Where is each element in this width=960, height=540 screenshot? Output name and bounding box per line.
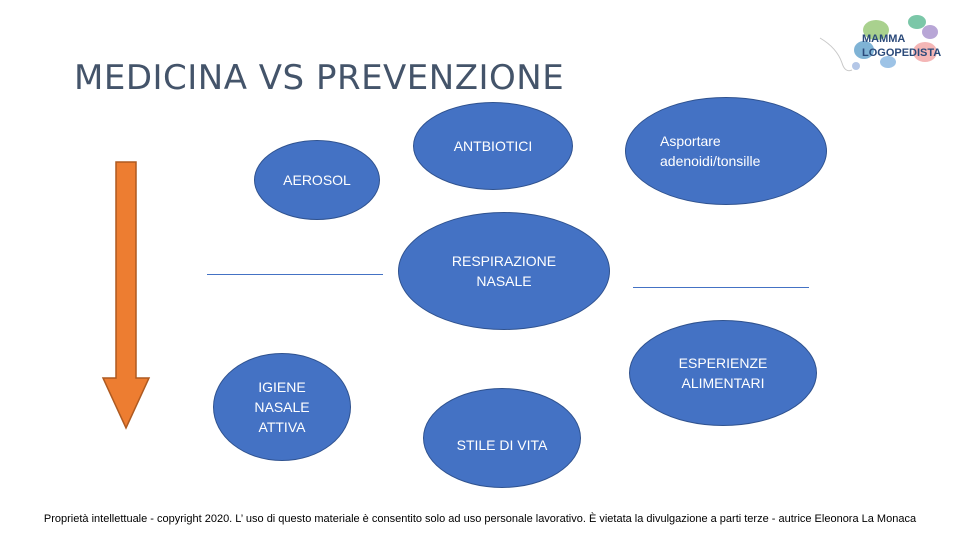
logo-dot-small (852, 62, 860, 70)
node-aerosol (254, 140, 380, 220)
node-stile-label: STILE DI VITA (456, 436, 548, 453)
node-stile (423, 388, 581, 488)
logo (812, 8, 952, 78)
divider-left (207, 274, 383, 275)
node-antibiotici (413, 102, 573, 190)
node-igiene-label: IGIENE NASALE ATTIVA (254, 378, 310, 436)
divider-right (633, 287, 809, 288)
node-igiene (213, 353, 351, 461)
logo-dot-purple (922, 25, 938, 39)
down-arrow-icon (100, 160, 152, 432)
node-respirazione-label: RESPIRAZIONE NASALE (451, 252, 557, 289)
node-asportare-label: Asportare adenoidi/tonsille (660, 132, 761, 169)
node-antibiotici-label: ANTBIOTICI (453, 137, 533, 154)
page-title: MEDICINA VS PREVENZIONE (74, 58, 565, 98)
node-aerosol-label: AEROSOL (283, 171, 351, 188)
logo-line-icon (820, 38, 852, 71)
node-esperienze-label: ESPERIENZE ALIMENTARI (678, 354, 768, 391)
node-esperienze (629, 320, 817, 426)
node-asportare (625, 97, 827, 205)
logo-text-2: LOGOPEDISTA (862, 47, 942, 59)
footer-copyright: Proprietà intellettuale - copyright 2020. L’ uso di questo materiale è consentito solo ad uso personale lavorativo. È vietata la divulgazione a parti terze - autrice Eleonora La Monaca (43, 513, 917, 525)
logo-dot-green (908, 15, 926, 29)
node-respirazione (398, 212, 610, 330)
logo-text-1: MAMMA (862, 33, 906, 45)
